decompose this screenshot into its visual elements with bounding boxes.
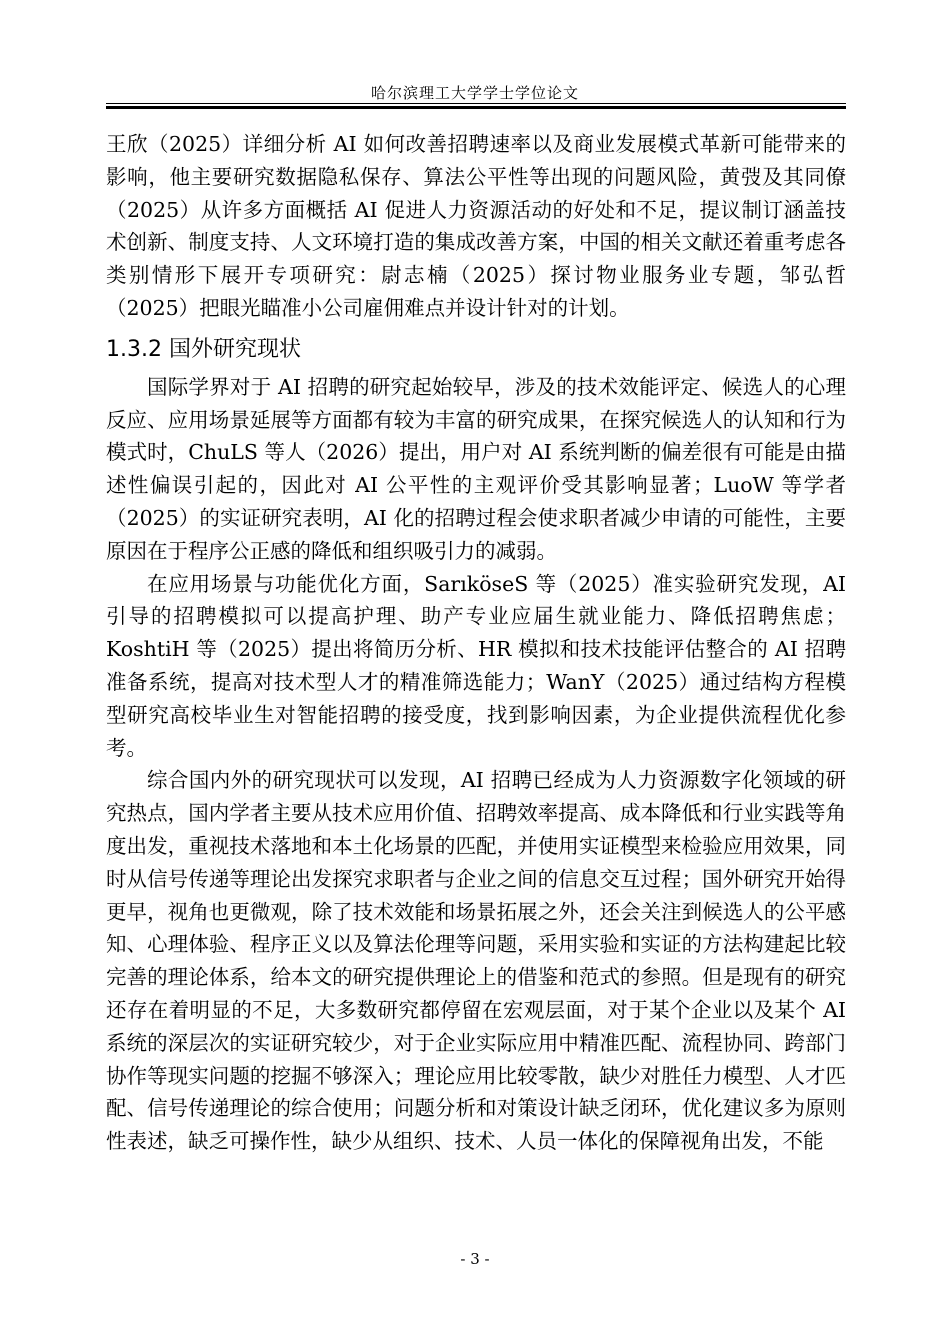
header-rule-thick [106,106,846,109]
page-number: - 3 - [460,1250,490,1268]
paragraph-1: 王欣（2025）详细分析 AI 如何改善招聘速率以及商业发展模式革新可能带来的影响，他主要研究数据隐私保存、算法公平性等出现的问题风险，黄弢及其同僚（2025）从许多方面概括 AI 促进人力资源活动的好处和不足，提议制订涵盖技术创新、制度支持、人文环境打造的集成改善方案，中国的相关文献还着重考虑各类别情形下展开专项研究：尉志楠（2025）探讨物业服务业专题，邹弘哲（2025）把眼光瞄准小公司雇佣难点并设计针对的计划。 [106,132,846,320]
paragraph-3: 在应用场景与功能优化方面，SarıköseS 等（2025）准实验研究发现，AI 引导的招聘模拟可以提高护理、助产专业应届生就业能力、降低招聘焦虑；KoshtiH 等（2025）提出将简历分析、HR 模拟和技术技能评估整合的 AI 招聘准备系统，提高对技术型人才的精准筛选能力；WanY（2025）通过结构方程模型研究高校毕业生对智能招聘的接受度，找到影响因素，为企业提供流程优化参考。 [106,571,846,760]
page-header-title: 哈尔滨理工大学学士学位论文 [370,84,579,102]
paragraph-2: 国际学界对于 AI 招聘的研究起始较早，涉及的技术效能评定、候选人的心理反应、应用场景延展等方面都有较为丰富的研究成果，在探究候选人的认知和行为模式时，ChuLS 等人（2026）提出，用户对 AI 系统判断的偏差很有可能是由描述性偏误引起的，因此对 AI 公平性的主观评价受其影响显著；LuoW 等学者（2025）的实证研究表明，AI 化的招聘过程会使求职者减少申请的可能性，主要原因在于程序公正感的降低和组织吸引力的减弱。 [106,374,846,563]
section-heading: 1.3.2 国外研究现状 [106,336,301,362]
paragraph-4: 综合国内外的研究现状可以发现，AI 招聘已经成为人力资源数字化领域的研究热点，国内学者主要从技术应用价值、招聘效率提高、成本降低和行业实践等角度出发，重视技术落地和本土化场景的匹配，并使用实证模型来检验应用效果，同时从信号传递等理论出发探究求职者与企业之间的信息交互过程；国外研究开始得更早，视角也更微观，除了技术效能和场景拓展之外，还会关注到候选人的公平感知、心理体验、程序正义以及算法伦理等问题，采用实验和实证的方法构建起比较完善的理论体系，给本文的研究提供理论上的借鉴和范式的参照。但是现有的研究还存在着明显的不足，大多数研究都停留在宏观层面，对于某个企业以及某个 AI 系统的深层次的实证研究较少，对于企业实际应用中精准匹配、流程协同、跨部门协作等现实问题的挖掘不够深入；理论应用比较零散，缺少对胜任力模型、人才匹配、信号传递理论的综合使用；问题分析和对策设计缺乏闭环，优化建议多为原则性表述，缺乏可操作性，缺少从组织、技术、人员一体化的保障视角出发，不能 [106,768,846,1154]
page-body [106,128,846,1158]
header-rule-thin [106,103,846,104]
